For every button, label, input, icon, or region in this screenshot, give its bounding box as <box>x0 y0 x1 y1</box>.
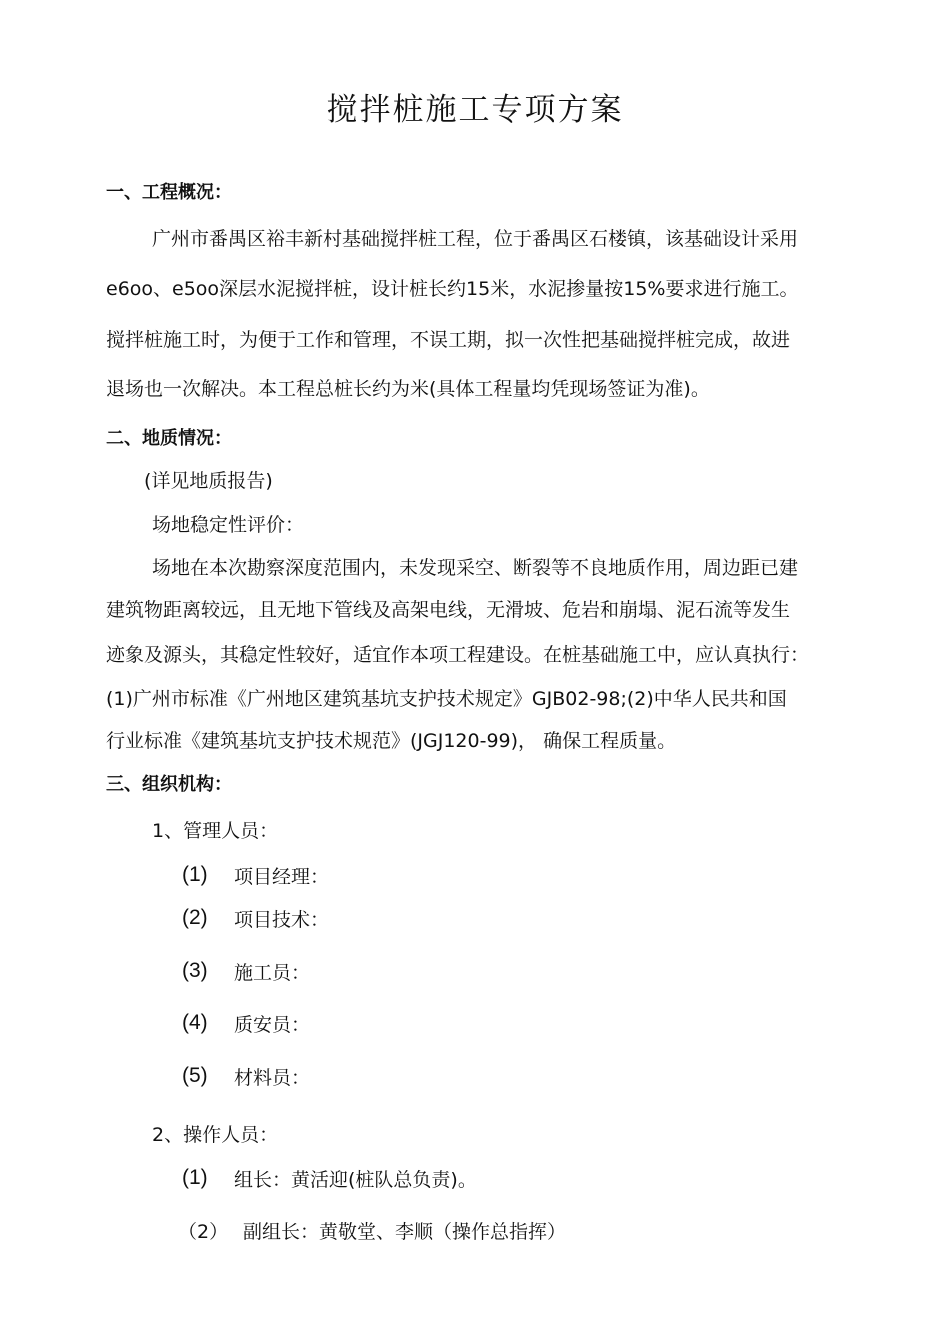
list-item-text: 项目经理： <box>234 866 330 888</box>
list-item-text: 质安员： <box>234 1014 311 1036</box>
paragraph-line: 退场也一次解决。本工程总桩长约为米(具体工程量均凭现场签证为准)。 <box>106 378 710 400</box>
list-item-number: (1) <box>182 863 208 886</box>
list-item-text: 组长：黄活迎(桩队总负责)。 <box>234 1169 477 1191</box>
document-title: 搅拌桩施工专项方案 <box>326 92 624 128</box>
list-item-number: (1) <box>182 1166 208 1189</box>
paragraph-line: 广州市番禺区裕丰新村基础搅拌桩工程，位于番禺区石楼镇，该基础设计采用 <box>152 228 799 250</box>
list-item-number: (3) <box>182 959 208 982</box>
paragraph-line: (1)广州市标准《广州地区建筑基坑支护技术规定》GJB02-98;(2)中华人民共和国 <box>106 688 787 710</box>
list-item-text: 项目技术： <box>234 909 330 931</box>
stability-subheading: 场地稳定性评价： <box>152 514 305 536</box>
paragraph-line: 行业标准《建筑基坑支护技术规范》(JGJ120-99)， 确保工程质量。 <box>106 730 677 752</box>
list-item-number: (5) <box>182 1064 208 1087</box>
list-item-text: 施工员： <box>234 962 311 984</box>
paragraph-line: 场地在本次勘察深度范围内，未发现采空、断裂等不良地质作用，周边距已建 <box>152 557 799 579</box>
list-item-number: (4) <box>182 1011 208 1034</box>
paragraph-line: 迹象及源头，其稳定性较好，适宜作本项工程建设。在桩基础施工中，应认真执行： <box>106 644 810 666</box>
paragraph-line: 建筑物距离较远，且无地下管线及高架电线，无滑坡、危岩和崩塌、泥石流等发生 <box>106 599 791 621</box>
list-item-text: 副组长：黄敬堂、李顺（操作总指挥） <box>243 1221 567 1243</box>
paragraph-line: e6oo、e5oo深层水泥搅拌桩，设计桩长约15米，水泥掺量按15%要求进行施工。 <box>106 278 799 300</box>
section-heading-overview: 一、工程概况： <box>106 182 232 203</box>
geology-report-note: (详见地质报告) <box>144 470 273 492</box>
management-staff-label: 1、管理人员： <box>152 820 279 842</box>
list-item-number: （2） <box>178 1221 229 1243</box>
list-item-number: (2) <box>182 906 208 929</box>
section-heading-organization: 三、组织机构： <box>106 774 232 795</box>
paragraph-line: 搅拌桩施工时，为便于工作和管理，不误工期，拟一次性把基础搅拌桩完成，故进 <box>106 329 791 351</box>
list-item-text: 材料员： <box>234 1067 311 1089</box>
operating-staff-label: 2、操作人员： <box>152 1124 279 1146</box>
section-heading-geology: 二、地质情况： <box>106 428 232 449</box>
